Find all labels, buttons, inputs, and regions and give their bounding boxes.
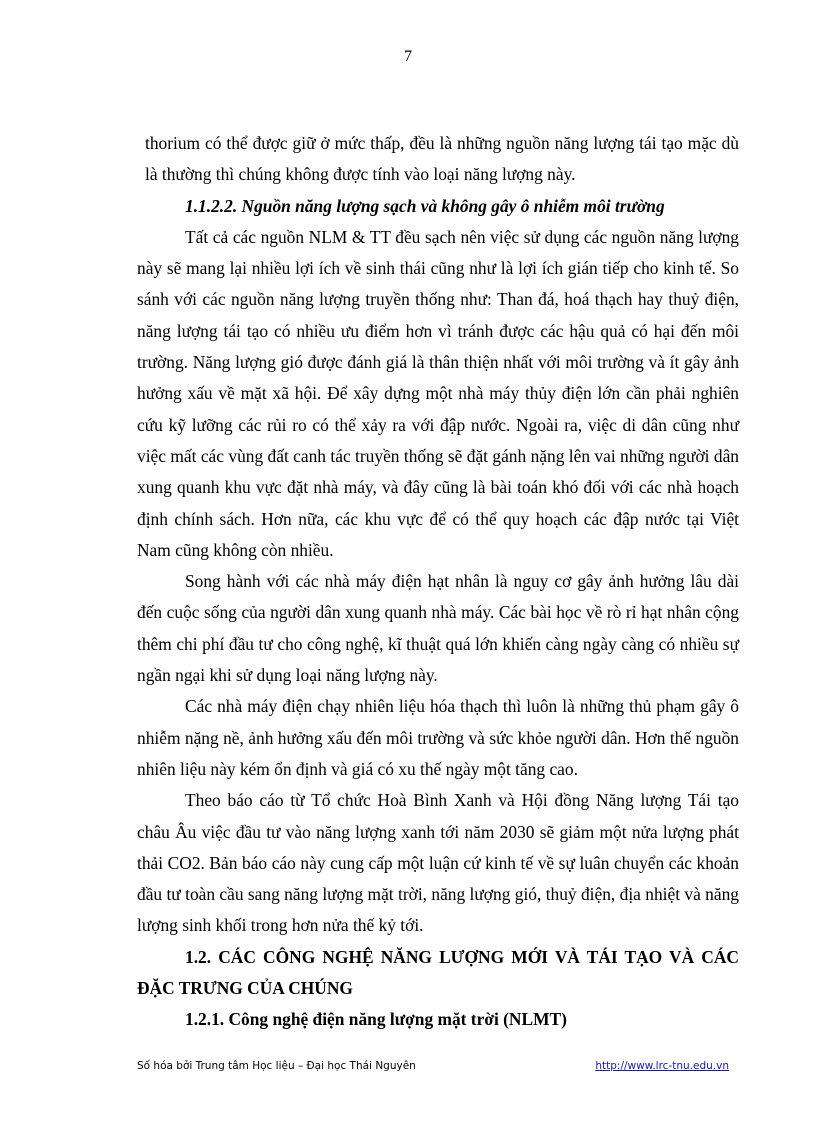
paragraph-continuation: thorium có thể được giữ ở mức thấp, đều là những nguồn năng lượng tái tạo mặc dù là thường thì chúng không được tính vào loại năng lượng này.	[145, 133, 739, 185]
paragraph-clean-energy: Tất cả các nguồn NLM & TT đều sạch nên việc sử dụng các nguồn năng lượng này sẽ mang lại nhiều lợi ích về sinh thái cũng như là lợi ích gián tiếp cho kinh tế. So sánh với các nguồn năng lượng truyền thống như: Than đá, hoá thạch hay thuỷ điện, năng lượng tái tạo có nhiều ưu điểm hơn vì tránh được các hậu quả có hại đến môi trường. Năng lượng gió được đánh giá là thân thiện nhất với môi trường và ít gây ảnh hưởng xấu về mặt xã hội. Để xây dựng một nhà máy thủy điện lớn cần phải nghiên cứu kỹ lưỡng các rủi ro có thể xảy ra với đập nước. Ngoài ra, việc di dân cũng như việc mất các vùng đất canh tác truyền thống sẽ đặt gánh nặng lên vai những người dân xung quanh khu vực đặt nhà máy, và đây cũng là bài toán khó đối với các nhà hoạch định chính sách. Hơn nữa, các khu vực để có thể quy hoạch các đập nước tại Việt Nam cũng không còn nhiều.	[137, 226, 739, 560]
paragraph-nuclear: Song hành với các nhà máy điện hạt nhân là nguy cơ gây ảnh hưởng lâu dài đến cuộc sống của người dân xung quanh nhà máy. Các bài học về rò rỉ hạt nhân cộng thêm chi phí đầu tư cho công nghệ, kĩ thuật quá lớn khiến càng ngày càng có nhiều sự ngần ngại khi sử dụng loại năng lượng này.	[137, 571, 739, 686]
document-body	[137, 128, 739, 1036]
paragraph-fossil: Các nhà máy điện chạy nhiên liệu hóa thạch thì luôn là những thủ phạm gây ô nhiễm nặng nề, ảnh hưởng xấu đến môi trường và sức khỏe người dân. Hơn thế nguồn nhiên liệu này kém ổn định và giá có xu thế ngày một tăng cao.	[137, 696, 739, 779]
page-number: 7	[404, 48, 412, 65]
section-heading-1-1-2-2: 1.1.2.2. Nguồn năng lượng sạch và không gây ô nhiễm môi trường	[185, 195, 665, 216]
paragraph-greenpeace-report: Theo báo cáo từ Tổ chức Hoà Bình Xanh và Hội đồng Năng lượng Tái tạo châu Âu việc đầu tư vào năng lượng xanh tới năm 2030 sẽ giảm một nửa lượng phát thải CO2. Bản báo cáo này cung cấp một luận cứ kinh tế về sự luân chuyển các khoản đầu tư toàn cầu sang năng lượng mặt trời, năng lượng gió, thuỷ điện, địa nhiệt và năng lượng sinh khối trong hơn nửa thế kỷ tới.	[137, 790, 739, 936]
section-heading-1-2: 1.2. CÁC CÔNG NGHỆ NĂNG LƯỢNG MỚI VÀ TÁI TẠO VÀ CÁC ĐẶC TRƯNG CỦA CHÚNG	[137, 946, 739, 999]
footer-source-text: Số hóa bởi Trung tâm Học liệu – Đại học Thái Nguyên	[137, 1060, 416, 1072]
section-heading-1-2-1: 1.2.1. Công nghệ điện năng lượng mặt trời (NLMT)	[185, 1009, 567, 1030]
footer-link[interactable]: http://www.lrc-tnu.edu.vn	[595, 1060, 729, 1072]
page-footer	[137, 1060, 729, 1072]
